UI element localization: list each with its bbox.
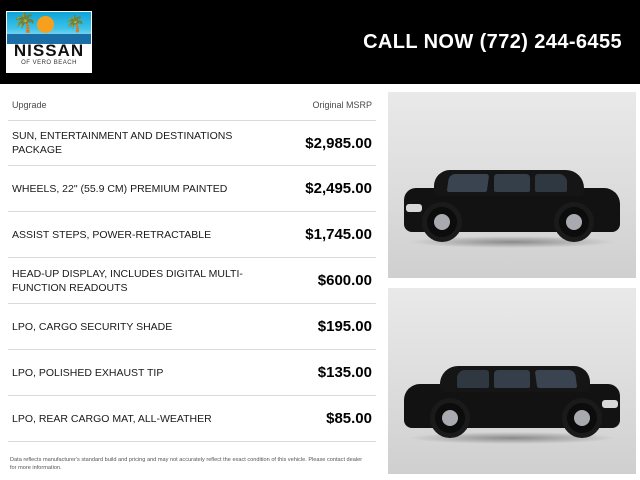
table-header-row <box>8 84 376 118</box>
column-header-upgrade: Upgrade <box>12 100 47 110</box>
option-price: $85.00 <box>326 410 372 427</box>
table-row <box>8 258 376 304</box>
option-label: HEAD-UP DISPLAY, INCLUDES DIGITAL MULTI-FUNCTION READOUTS <box>12 267 243 294</box>
vehicle-wheel-rear <box>430 398 470 438</box>
logo-brand-text: NISSAN <box>13 41 85 60</box>
table-row <box>8 166 376 212</box>
table-row <box>8 396 376 442</box>
palm-tree-icon-small: 🌴 <box>65 16 85 33</box>
disclaimer-text: Data reflects manufacturer's standard build and pricing and may not accurately reflect the exact condition of this vehicle. Please contact dealer for more information. <box>10 457 363 471</box>
option-price: $600.00 <box>317 272 372 289</box>
vehicle-windshield <box>447 174 490 192</box>
table-row <box>8 350 376 396</box>
vehicle-headlight <box>602 400 618 408</box>
suv-illustration <box>404 168 620 242</box>
sun-icon <box>37 16 54 33</box>
vehicle-headlight <box>406 204 422 212</box>
vehicle-window-front <box>494 174 530 192</box>
table-row <box>8 304 376 350</box>
vehicle-wheel-front <box>422 202 462 242</box>
option-label: LPO, REAR CARGO MAT, ALL-WEATHER <box>12 412 212 425</box>
vehicle-window-front <box>494 370 530 388</box>
dealer-logo[interactable] <box>6 11 92 73</box>
vehicle-window-rear <box>457 370 489 388</box>
option-price: $2,985.00 <box>305 134 372 152</box>
table-row <box>8 212 376 258</box>
vehicle-photo-front-three-quarter-alt[interactable] <box>388 288 636 474</box>
option-label: LPO, CARGO SECURITY SHADE <box>12 320 173 333</box>
header-bar <box>0 0 640 84</box>
option-label: LPO, POLISHED EXHAUST TIP <box>12 366 164 379</box>
option-label: ASSIST STEPS, POWER-RETRACTABLE <box>12 228 212 241</box>
suv-illustration-alt <box>404 364 620 438</box>
option-price: $2,495.00 <box>305 180 372 197</box>
option-price: $135.00 <box>317 364 372 381</box>
vehicle-photos <box>384 84 640 480</box>
call-now-cta[interactable]: CALL NOW (772) 244-6455 <box>363 30 622 53</box>
option-label: SUN, ENTERTAINMENT AND DESTINATIONS PACKAGE <box>12 130 233 156</box>
option-label: WHEELS, 22" (55.9 CM) PREMIUM PAINTED <box>12 182 228 195</box>
vehicle-windshield <box>535 370 578 388</box>
option-price: $195.00 <box>317 318 372 335</box>
palm-tree-icon: 🌴 <box>13 13 37 34</box>
table-row <box>8 120 376 166</box>
options-table <box>0 84 384 480</box>
column-header-msrp: Original MSRP <box>312 100 372 110</box>
vehicle-photo-front-three-quarter[interactable] <box>388 92 636 278</box>
vehicle-window-rear <box>535 174 567 192</box>
vehicle-wheel-front <box>562 398 602 438</box>
content-area <box>0 84 640 480</box>
table-body <box>8 120 376 442</box>
vehicle-wheel-rear <box>554 202 594 242</box>
logo-sub-text: OF VERO BEACH <box>21 60 77 66</box>
option-price: $1,745.00 <box>305 226 372 243</box>
